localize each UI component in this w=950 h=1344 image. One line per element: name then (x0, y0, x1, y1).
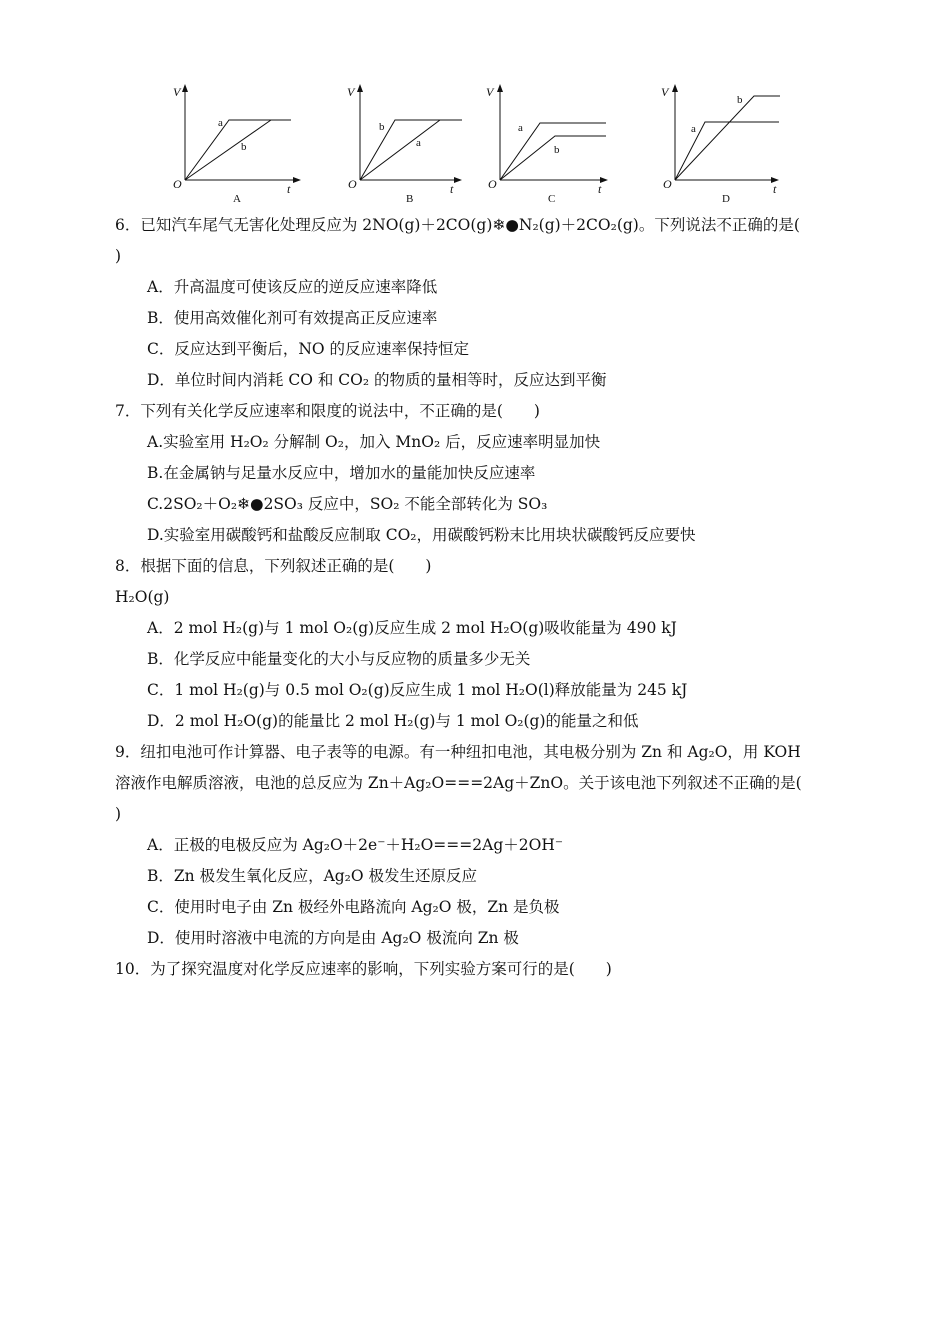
curve-label-2: b (737, 94, 743, 106)
curve-a (360, 120, 440, 180)
origin-label: O (663, 177, 672, 191)
question-9-option-c: C．使用时电子由 Zn 极经外电路流向 Ag₂O 极，Zn 是负极 (147, 898, 560, 916)
axis-label-t: t (773, 182, 777, 196)
x-axis-arrow (454, 177, 462, 183)
curve-label-2: b (241, 141, 247, 153)
axis-label-t: t (450, 182, 454, 196)
question-9-stem-end: ) (115, 805, 122, 823)
curve-label-1: b (379, 121, 385, 133)
y-axis-arrow (672, 84, 678, 92)
question-8-option-a: A．2 mol H₂(g)与 1 mol O₂(g)反应生成 2 mol H₂O(g)吸收能量为 490 kJ (147, 619, 677, 637)
curve-b (185, 120, 271, 180)
graph-a (165, 80, 305, 205)
question-8-stem: 8．根据下面的信息，下列叙述正确的是( ) (115, 557, 432, 575)
question-7-option-b: B.在金属钠与足量水反应中，增加水的量能加快反应速率 (147, 464, 536, 482)
question-7-option-a: A.实验室用 H₂O₂ 分解制 O₂，加入 MnO₂ 后，反应速率明显加快 (147, 433, 601, 451)
question-7-option-d: D.实验室用碳酸钙和盐酸反应制取 CO₂，用碳酸钙粉末比用块状碳酸钙反应要快 (147, 526, 696, 544)
question-8-option-d: D．2 mol H₂O(g)的能量比 2 mol H₂(g)与 1 mol O₂(g)的能量之和低 (147, 712, 639, 730)
question-7-stem: 7．下列有关化学反应速率和限度的说法中，不正确的是( ) (115, 402, 540, 420)
rate-graphs-figure (150, 80, 800, 210)
question-10-stem: 10．为了探究温度对化学反应速率的影响，下列实验方案可行的是( ) (115, 960, 612, 978)
origin-label: O (348, 177, 357, 191)
question-9-option-a: A．正极的电极反应为 Ag₂O＋2e⁻＋H₂O===2Ag＋2OH⁻ (147, 836, 564, 854)
question-8-formula: H₂O(g) (115, 588, 170, 606)
graph-caption: A (233, 193, 241, 205)
question-8-option-b: B．化学反应中能量变化的大小与反应物的质量多少无关 (147, 650, 531, 668)
curve-label-1: a (691, 123, 696, 135)
graph-b (340, 80, 480, 205)
origin-label: O (173, 177, 182, 191)
axis-label-v: V (486, 85, 494, 99)
question-9-option-d: D．使用时溶液中电流的方向是由 Ag₂O 极流向 Zn 极 (147, 929, 519, 947)
question-6-option-c: C．反应达到平衡后，NO 的反应速率保持恒定 (147, 340, 470, 358)
graph-caption: C (548, 193, 556, 205)
graph-caption: D (722, 193, 730, 205)
question-6-option-b: B．使用高效催化剂可有效提高正反应速率 (147, 309, 438, 327)
curve-label-2: a (416, 137, 421, 149)
curve-a (185, 120, 291, 180)
question-8-option-c: C．1 mol H₂(g)与 0.5 mol O₂(g)反应生成 1 mol H₂O(l)释放能量为 245 kJ (147, 681, 688, 699)
question-7-option-c: C.2SO₂＋O₂❄●2SO₃ 反应中，SO₂ 不能全部转化为 SO₃ (147, 495, 548, 513)
question-9-stem-cont: 溶液作电解质溶液，电池的总反应为 Zn＋Ag₂O===2Ag＋ZnO。关于该电池下列叙述不正确的是( (115, 774, 802, 792)
graph-c (480, 80, 620, 205)
y-axis-arrow (497, 84, 503, 92)
axis-label-v: V (661, 85, 669, 99)
curve-b (675, 96, 780, 180)
curve-a (500, 123, 606, 180)
origin-label: O (488, 177, 497, 191)
axis-label-t: t (598, 182, 602, 196)
curve-label-1: a (218, 117, 223, 129)
curve-label-2: b (554, 144, 560, 156)
axis-label-v: V (347, 85, 355, 99)
curve-b (360, 120, 462, 180)
y-axis-arrow (357, 84, 363, 92)
axis-label-v: V (173, 85, 181, 99)
question-9-option-b: B．Zn 极发生氧化反应，Ag₂O 极发生还原反应 (147, 867, 478, 885)
graph-d (655, 80, 805, 205)
y-axis-arrow (182, 84, 188, 92)
question-6-stem: 6．已知汽车尾气无害化处理反应为 2NO(g)＋2CO(g)❄●N₂(g)＋2CO₂(g)。下列说法不正确的是( (115, 216, 800, 234)
curve-label-1: a (518, 122, 523, 134)
question-6-option-a: A．升高温度可使该反应的逆反应速率降低 (147, 278, 438, 296)
axis-label-t: t (287, 182, 291, 196)
question-9-stem: 9．纽扣电池可作计算器、电子表等的电源。有一种纽扣电池，其电极分别为 Zn 和 Ag₂O，用 KOH (115, 743, 801, 761)
questions-body (115, 210, 840, 985)
question-6-option-d: D．单位时间内消耗 CO 和 CO₂ 的物质的量相等时，反应达到平衡 (147, 371, 607, 389)
graph-caption: B (406, 193, 414, 205)
question-6-stem-cont: ) (115, 247, 122, 265)
x-axis-arrow (293, 177, 301, 183)
